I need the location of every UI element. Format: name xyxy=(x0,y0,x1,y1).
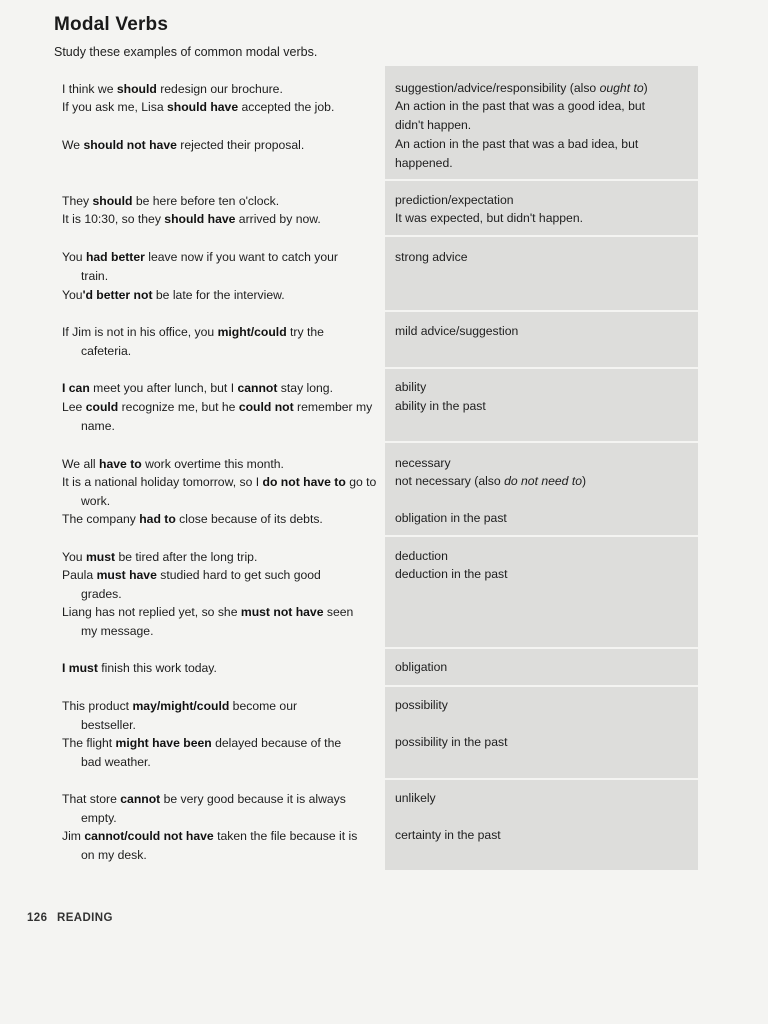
example-text: We should not have rejected their proposal. xyxy=(62,138,305,152)
example-text: They should be here before ten o'clock. xyxy=(62,194,280,208)
row-divider xyxy=(385,310,698,312)
row-divider xyxy=(385,441,698,443)
example-text: The flight might have been delayed because of the bad weather. xyxy=(62,736,342,769)
meaning-text: An action in the past that was a good idea, but didn't happen. xyxy=(395,99,646,132)
example-text: Paula must have studied hard to get such good grades. xyxy=(62,568,321,601)
meaning-text: certainty in the past xyxy=(395,828,501,842)
example-text: This product may/might/could become our bestseller. xyxy=(62,699,298,732)
meaning-text: suggestion/advice/responsibility (also ought to) xyxy=(395,81,648,95)
meaning-text: obligation xyxy=(395,660,448,674)
page-number: 126 xyxy=(27,912,48,924)
modal-verbs-table xyxy=(52,66,698,870)
meaning-text: possibility in the past xyxy=(395,735,508,749)
example-text: I must finish this work today. xyxy=(62,661,217,675)
row-divider xyxy=(385,535,698,537)
meaning-text: deduction xyxy=(395,549,448,563)
example-text: Liang has not replied yet, so she must not have seen my message. xyxy=(62,605,354,638)
meaning-text: deduction in the past xyxy=(395,567,508,581)
row-divider xyxy=(385,778,698,780)
example-text: That store cannot be very good because it is always empty. xyxy=(62,792,346,825)
meaning-text: possibility xyxy=(395,698,448,712)
example-text: You'd better not be late for the interview. xyxy=(62,288,285,302)
meaning-text: not necessary (also do not need to) xyxy=(395,474,587,488)
meaning-text: strong advice xyxy=(395,250,468,264)
meaning-text: ability in the past xyxy=(395,399,486,413)
meaning-text: prediction/expectation xyxy=(395,193,514,207)
example-text: It is 10:30, so they should have arrived by now. xyxy=(62,212,321,226)
example-text: Jim cannot/could not have taken the file because it is on my desk. xyxy=(62,829,358,862)
section-label: READING xyxy=(57,912,113,924)
example-text: Lee could recognize me, but he could not remember my name. xyxy=(62,400,373,433)
row-divider xyxy=(385,179,698,181)
example-text: I think we should redesign our brochure. xyxy=(62,82,283,96)
meaning-text: An action in the past that was a bad idea, but happened. xyxy=(395,137,639,170)
meaning-text: necessary xyxy=(395,456,451,470)
example-text: We all have to work overtime this month. xyxy=(62,457,284,471)
example-text: If you ask me, Lisa should have accepted the job. xyxy=(62,100,335,114)
meaning-text: unlikely xyxy=(395,791,436,805)
example-text: You must be tired after the long trip. xyxy=(62,550,258,564)
meaning-text: mild advice/suggestion xyxy=(395,324,519,338)
row-divider xyxy=(385,367,698,369)
meaning-text: It was expected, but didn't happen. xyxy=(395,211,583,225)
example-text: If Jim is not in his office, you might/could try the cafeteria. xyxy=(62,325,324,358)
meaning-text: obligation in the past xyxy=(395,511,507,525)
meaning-text: ability xyxy=(395,380,427,394)
example-text: I can meet you after lunch, but I cannot stay long. xyxy=(62,381,333,395)
row-divider xyxy=(385,235,698,237)
row-divider xyxy=(385,647,698,649)
page-footer xyxy=(27,912,113,924)
page-title: Modal Verbs xyxy=(54,14,169,35)
example-text: You had better leave now if you want to catch your train. xyxy=(62,250,338,283)
row-divider xyxy=(385,685,698,687)
example-text: The company had to close because of its debts. xyxy=(62,512,323,526)
intro-text: Study these examples of common modal verbs. xyxy=(54,45,318,59)
example-text: It is a national holiday tomorrow, so I do not have to go to work. xyxy=(62,475,377,508)
